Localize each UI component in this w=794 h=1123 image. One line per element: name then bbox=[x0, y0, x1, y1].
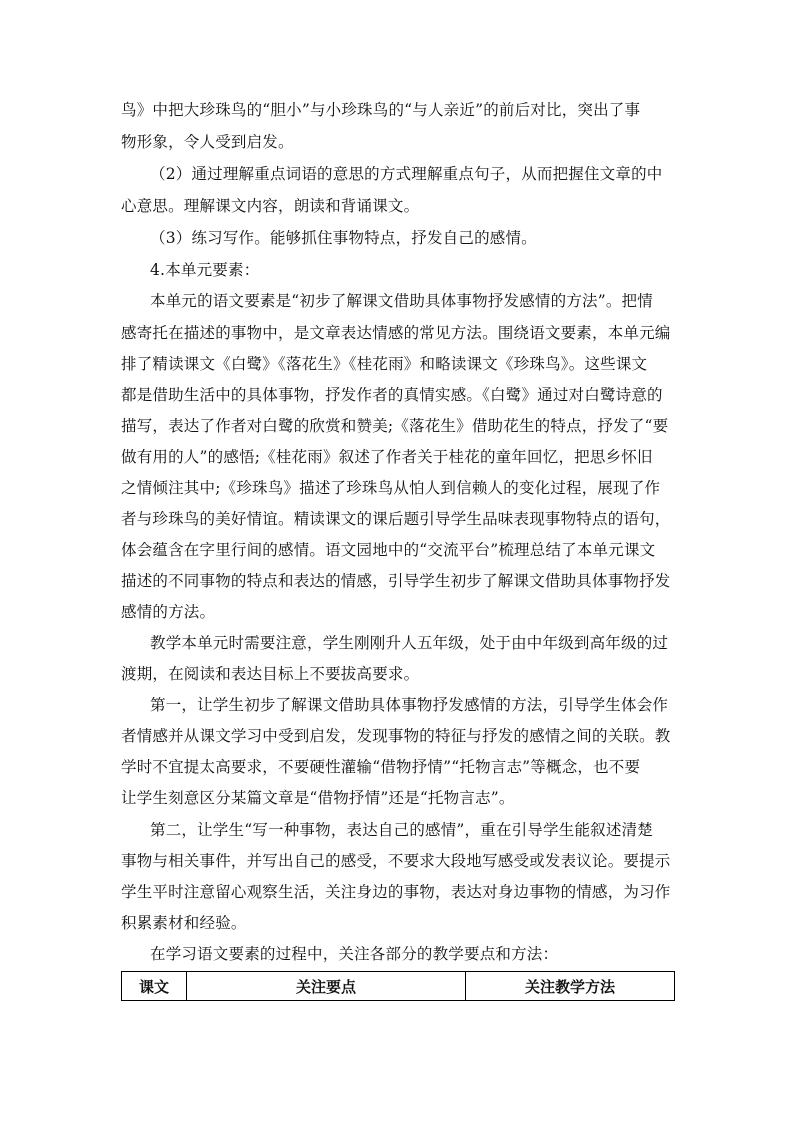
text-line: 学生平时注意留心观察生活，关注身边的事物，表达对身边事物的情感，为习作 bbox=[121, 883, 671, 901]
text-line: 第一，让学生初步了解课文借助具体事物抒发感情的方法，引导学生体会作 bbox=[150, 696, 669, 714]
text-line: 鸟》中把大珍珠鸟的“胆小”与小珍珠鸟的“与人亲近”的前后对比，突出了事 bbox=[121, 101, 641, 119]
text-line: 感寄托在描述的事物中，是文章表达情感的常见方法。围绕语文要素，本单元编 bbox=[121, 324, 671, 342]
lesson-table bbox=[121, 971, 675, 1001]
text-line: 积累素材和经验。 bbox=[121, 914, 247, 932]
text-line: 描述的不同事物的特点和表达的情感，引导学生初步了解课文借助具体事物抒发 bbox=[121, 572, 671, 590]
text-line: 学时不宜提太高要求，不要硬性灌输“借物抒情”“托物言志”等概念，也不要 bbox=[121, 758, 641, 776]
table-header-cell-teaching-methods: 关注教学方法 bbox=[466, 972, 675, 1001]
text-line: 渡期，在阅读和表达目标上不要拔高要求。 bbox=[121, 665, 420, 683]
text-line: 在学习语文要素的过程中，关注各部分的教学要点和方法： bbox=[150, 945, 559, 963]
section-heading: 4.本单元要素： bbox=[150, 261, 260, 279]
text-line: （3）练习写作。能够抓住事物特点，抒发自己的感情。 bbox=[150, 229, 537, 247]
text-line: 者情感并从课文学习中受到启发，发现事物的特征与抒发的感情之间的关联。教 bbox=[121, 727, 671, 745]
text-line: 感情的方法。 bbox=[121, 603, 216, 621]
text-line: 教学本单元时需要注意，学生刚刚升人五年级，处于由中年级到高年级的过 bbox=[150, 634, 669, 652]
text-line: 做有用的人”的感悟;《桂花雨》叙述了作者关于桂花的童年回忆，把思乡怀旧 bbox=[121, 448, 653, 466]
text-line: 都是借助生活中的具体事物，抒发作者的真情实感。《白鹭》通过对白鹭诗意的 bbox=[121, 386, 663, 404]
text-line: 第二，让学生“写一种事物，表达自己的感情”，重在引导学生能叙述清楚 bbox=[150, 821, 653, 839]
text-line: 排了精读课文《白鹭》《落花生》《桂花雨》和略读课文《珍珠鸟》。这些课文 bbox=[121, 355, 648, 373]
text-line: （2）通过理解重点词语的意思的方式理解重点句子，从而把握住文章的中 bbox=[150, 165, 663, 183]
text-line: 本单元的语文要素是“初步了解课文借助具体事物抒发感情的方法”。把情 bbox=[150, 292, 653, 310]
text-line: 事物与相关事件，并写出自己的感受，不要求大段地写感受或发表议论。要提示 bbox=[121, 852, 671, 870]
text-line: 心意思。理解课文内容，朗读和背诵课文。 bbox=[121, 197, 420, 215]
table-header-cell-key-points: 关注要点 bbox=[187, 972, 466, 1001]
table-header-cell-lesson: 课文 bbox=[122, 972, 187, 1001]
text-line: 让学生刻意区分某篇文章是“借物抒情”还是“托物言志”。 bbox=[121, 789, 515, 807]
text-line: 者与珍珠鸟的美好情谊。精读课文的课后题引导学生品味表现事物特点的语句， bbox=[121, 510, 671, 528]
text-line: 之情倾注其中;《珍珠鸟》描述了珍珠鸟从怕人到信赖人的变化过程，展现了作 bbox=[121, 479, 661, 497]
text-line: 物形象，令人受到启发。 bbox=[121, 133, 294, 151]
table-header-row bbox=[122, 972, 675, 1001]
text-line: 体会蕴含在字里行间的感情。语文园地中的“交流平台”梳理总结了本单元课文 bbox=[121, 541, 656, 559]
text-line: 描写，表达了作者对白鹭的欣赏和赞美;《落花生》借助花生的特点，抒发了“要 bbox=[121, 417, 669, 435]
